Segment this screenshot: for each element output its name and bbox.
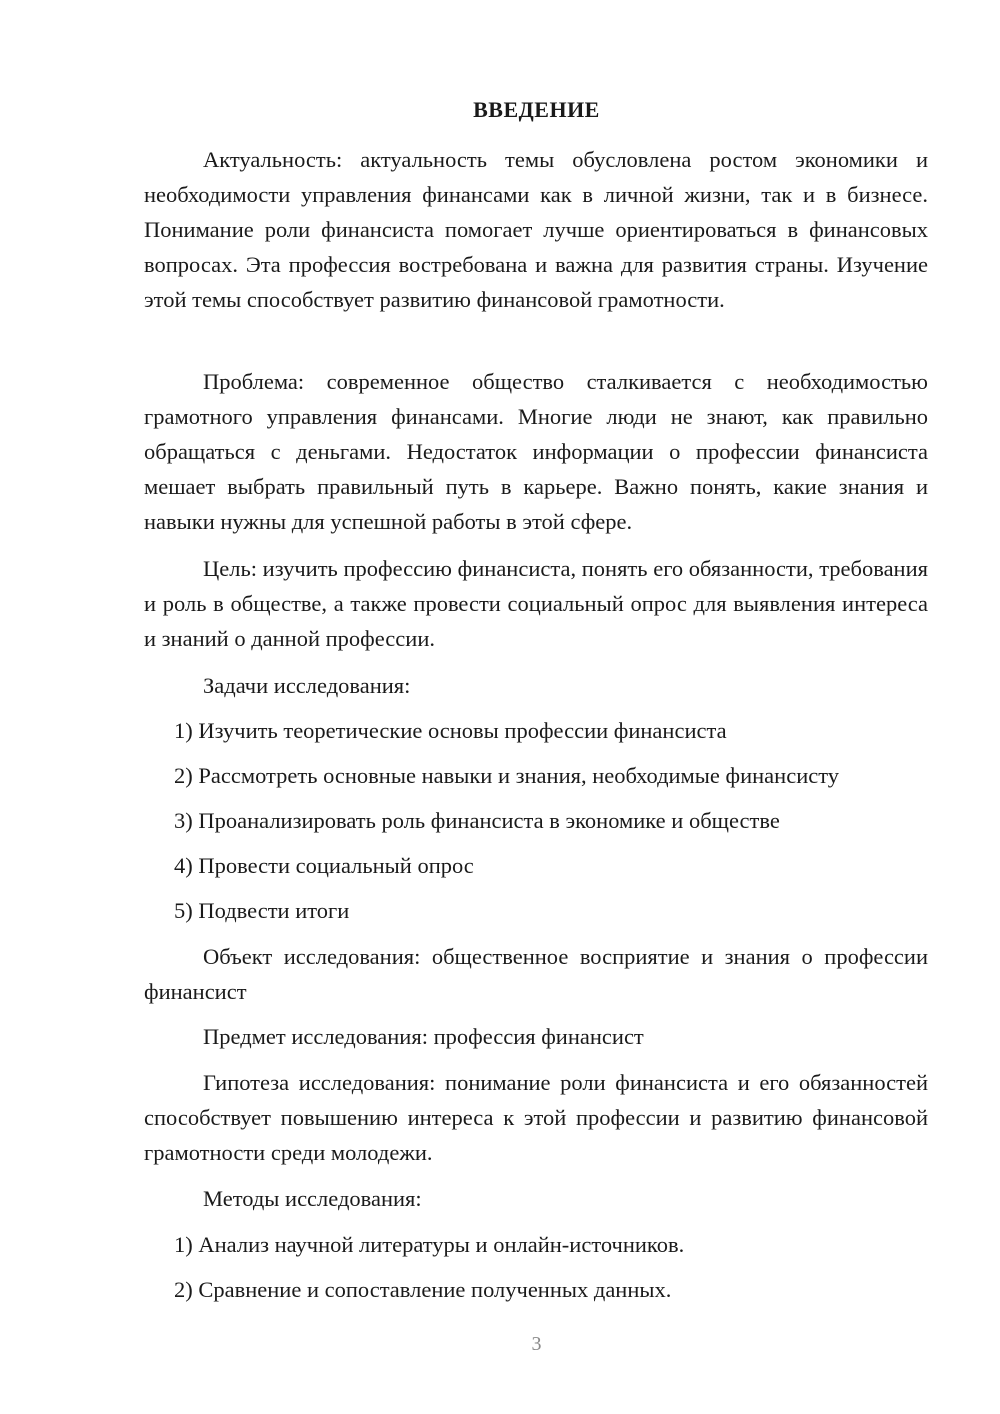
task-item: 3) Проанализировать роль финансиста в экономике и обществе xyxy=(174,808,780,833)
method-item: 1) Анализ научной литературы и онлайн-источников. xyxy=(174,1232,685,1257)
object-block xyxy=(144,939,928,1009)
subject-block xyxy=(144,1019,928,1054)
methods-heading-block xyxy=(144,1181,928,1216)
problem-block xyxy=(144,364,928,539)
method-item: 2) Сравнение и сопоставление полученных данных. xyxy=(174,1277,672,1302)
tasks-heading-block xyxy=(144,668,928,703)
relevance-block xyxy=(144,142,928,317)
tasks-list xyxy=(144,713,928,928)
tasks-heading: Задачи исследования: xyxy=(203,673,411,698)
goal-paragraph: Цель: изучить профессию финансиста, понять его обязанности, требования и роль в обществе, а также провести социальный опрос для выявления интереса и знаний о данной профессии. xyxy=(144,556,928,651)
task-item: 5) Подвести итоги xyxy=(174,898,350,923)
methods-heading: Методы исследования: xyxy=(203,1186,422,1211)
page-number: 3 xyxy=(531,1333,542,1355)
hypothesis-paragraph: Гипотеза исследования: понимание роли финансиста и его обязанностей способствует повышению интереса к этой профессии и развитию финансовой грамотности среди молодежи. xyxy=(144,1070,928,1165)
hypothesis-block xyxy=(144,1065,928,1170)
section-title: ВВЕДЕНИЕ xyxy=(473,97,600,122)
subject-paragraph: Предмет исследования: профессия финансист xyxy=(203,1024,644,1049)
object-paragraph: Объект исследования: общественное восприятие и знания о профессии финансист xyxy=(144,944,928,1004)
task-item: 4) Провести социальный опрос xyxy=(174,853,474,878)
relevance-paragraph: Актуальность: актуальность темы обусловлена ростом экономики и необходимости управления финансами как в личной жизни, так и в бизнесе. Понимание роли финансиста помогает лучше ориентироваться в финансовых вопросах. Эта профессия востребована и важна для развития страны. Изучение этой темы способствует развитию финансовой грамотности. xyxy=(144,147,928,312)
goal-block xyxy=(144,551,928,656)
task-item: 2) Рассмотреть основные навыки и знания, необходимые финансисту xyxy=(174,763,840,788)
task-item: 1) Изучить теоретические основы профессии финансиста xyxy=(174,718,727,743)
methods-list xyxy=(144,1227,928,1307)
problem-paragraph: Проблема: современное общество сталкивается с необходимостью грамотного управления финансами. Многие люди не знают, как правильно обращаться с деньгами. Недостаток информации о профессии финансиста мешает выбрать правильный путь в карьере. Важно понять, какие знания и навыки нужны для успешной работы в этой сфере. xyxy=(144,369,928,534)
